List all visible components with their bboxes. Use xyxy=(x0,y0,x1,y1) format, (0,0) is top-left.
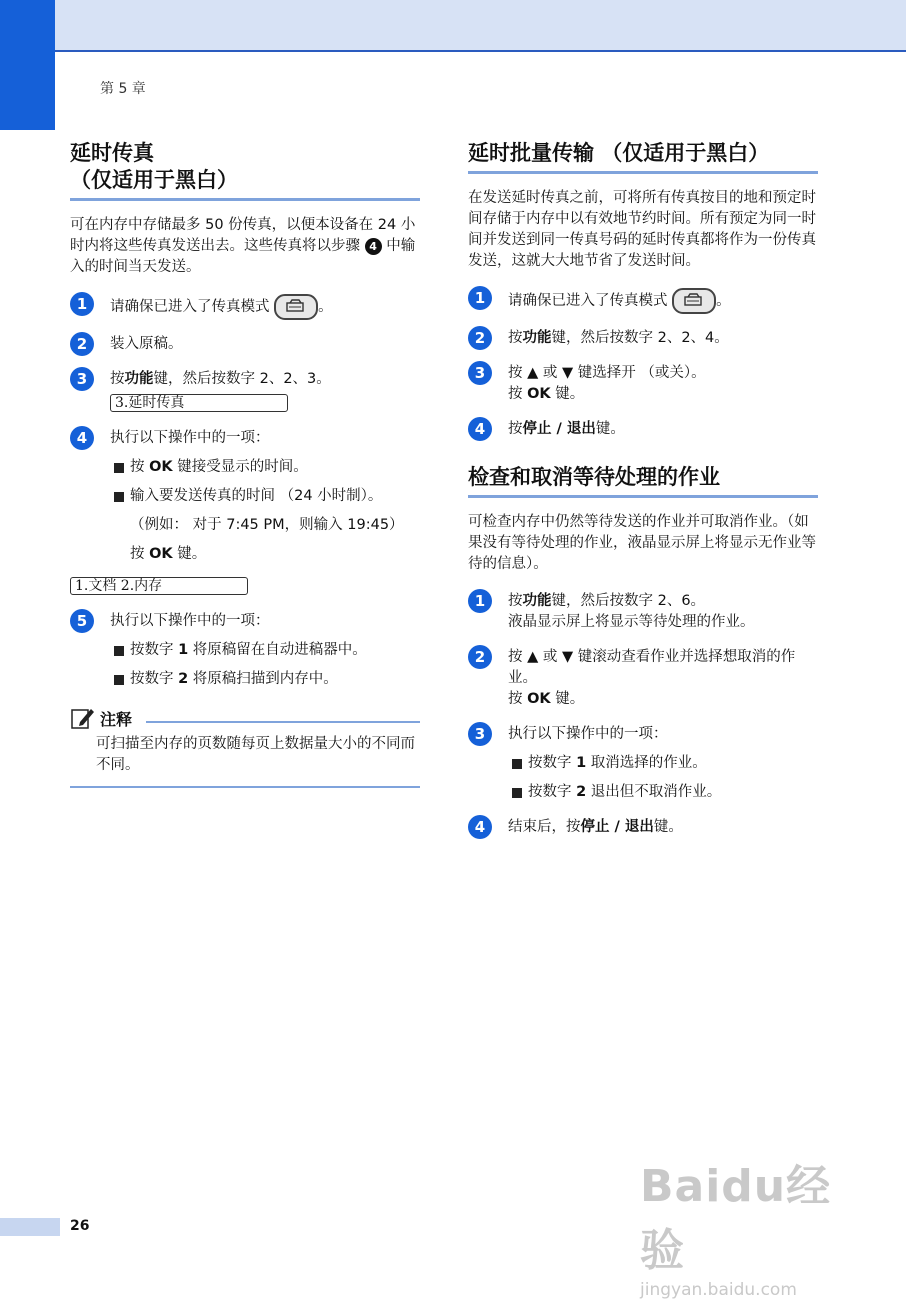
cancel-step-1: 1 按功能键，然后按数字 2、6。 液晶显示屏上将显示等待处理的作业。 xyxy=(468,591,818,633)
step-1: 1 请确保已进入了传真模式 。 xyxy=(70,294,420,320)
ok-instruction: 按 OK 键。 xyxy=(130,546,207,562)
step-number: 4 xyxy=(468,417,492,441)
page-number-band xyxy=(0,1218,60,1236)
section-title-cancel-jobs: 检查和取消等待处理的作业 xyxy=(468,464,818,498)
batch-step-4: 4 按停止 / 退出键。 xyxy=(468,419,818,440)
cancel-step-3: 3 执行以下操作中的一项： 按数字 1 取消选择的作业。 按数字 2 退出但不取消作业。 xyxy=(468,724,818,803)
step-number: 3 xyxy=(468,722,492,746)
intro-paragraph: 可在内存中存储最多 50 份传真，以便本设备在 24 小时内将这些传真发送出去。这些传真将以步骤 4 中输入的时间当天发送。 xyxy=(70,217,416,275)
note-box xyxy=(70,706,420,788)
watermark-logo: Baidu经验 xyxy=(640,1161,832,1276)
cancel-step-2: 2 按 ▲ 或 ▼ 键滚动查看作业并选择想取消的作业。 按 OK 键。 xyxy=(468,647,818,710)
step-number: 1 xyxy=(468,286,492,310)
step-3: 3 按功能键，然后按数字 2、2、3。 3.延时传真 xyxy=(70,369,420,414)
cancel-step-4: 4 结束后，按停止 / 退出键。 xyxy=(468,817,818,838)
left-column xyxy=(70,140,420,788)
pencil-note-icon xyxy=(70,706,96,730)
lcd-display: 1.文档 2.内存 xyxy=(70,577,248,595)
step-number: 4 xyxy=(468,815,492,839)
step-number: 1 xyxy=(468,589,492,613)
right-column xyxy=(468,140,818,852)
step-5: 5 执行以下操作中的一项： 按数字 1 将原稿留在自动进稿器中。 按数字 2 将原稿扫描到内存中。 xyxy=(70,611,420,690)
batch-intro: 在发送延时传真之前，可将所有传真按目的地和预定时间存储于内存中以有效地节约时间。所有预定为同一时间并发送到同一传真号码的延时传真都将作为一份传真发送，这就大大地节省了发送时间。 xyxy=(468,190,816,269)
section-title-delayed-fax: 延时传真 （仅适用于黑白） xyxy=(70,140,420,201)
step-number: 5 xyxy=(70,609,94,633)
cancel-intro: 可检查内存中仍然等待发送的作业并可取消作业。（如果没有等待处理的作业，液晶显示屏上将显示无作业等待的信息）。 xyxy=(468,514,816,572)
batch-step-3: 3 按 ▲ 或 ▼ 键选择开 （或关）。 按 OK 键。 xyxy=(468,363,818,405)
chapter-label: 第 5 章 xyxy=(100,81,146,97)
batch-step-1: 1 请确保已进入了传真模式 。 xyxy=(468,288,818,314)
step-number: 2 xyxy=(70,332,94,356)
step-number: 2 xyxy=(468,645,492,669)
watermark-url: jingyan.baidu.com xyxy=(640,1280,797,1300)
header-band xyxy=(0,0,906,52)
batch-step-2: 2 按功能键，然后按数字 2、2、4。 xyxy=(468,328,818,349)
bullet-item: 按数字 2 退出但不取消作业。 xyxy=(508,782,818,803)
step-number: 2 xyxy=(468,326,492,350)
note-text: 可扫描至内存的页数随每页上数据量大小的不同而不同。 xyxy=(96,736,415,773)
step-number: 4 xyxy=(70,426,94,450)
lcd-display: 3.延时传真 xyxy=(110,394,288,412)
note-title: 注释 xyxy=(100,709,133,729)
chapter-tab xyxy=(0,0,55,130)
section-title-batch: 延时批量传输 （仅适用于黑白） xyxy=(468,140,818,174)
fax-mode-key-icon xyxy=(274,294,318,320)
step-number: 3 xyxy=(468,361,492,385)
bullet-item: 按 OK 键接受显示的时间。 xyxy=(110,457,420,478)
bullet-item: 按数字 2 将原稿扫描到内存中。 xyxy=(110,669,420,690)
step-number: 1 xyxy=(70,292,94,316)
bullet-item: 按数字 1 将原稿留在自动进稿器中。 xyxy=(110,640,420,661)
example-text: （例如： 对于 7:45 PM，则输入 19:45） xyxy=(130,517,404,533)
step-4: 4 执行以下操作中的一项： 按 OK 键接受显示的时间。 输入要发送传真的时间 （24 小时制）。 （例如： 对于 7:45 PM，则输入 19:45） 按 OK 键。 1.文档 2.内存 xyxy=(70,428,420,597)
page-number: 26 xyxy=(70,1218,90,1234)
step-number: 3 xyxy=(70,367,94,391)
bullet-item: 输入要发送传真的时间 （24 小时制）。 xyxy=(110,486,420,507)
fax-mode-key-icon xyxy=(672,288,716,314)
step-2: 2 装入原稿。 xyxy=(70,334,420,355)
bullet-item: 按数字 1 取消选择的作业。 xyxy=(508,753,818,774)
step-ref-badge: 4 xyxy=(365,238,382,255)
watermark xyxy=(640,1150,860,1300)
